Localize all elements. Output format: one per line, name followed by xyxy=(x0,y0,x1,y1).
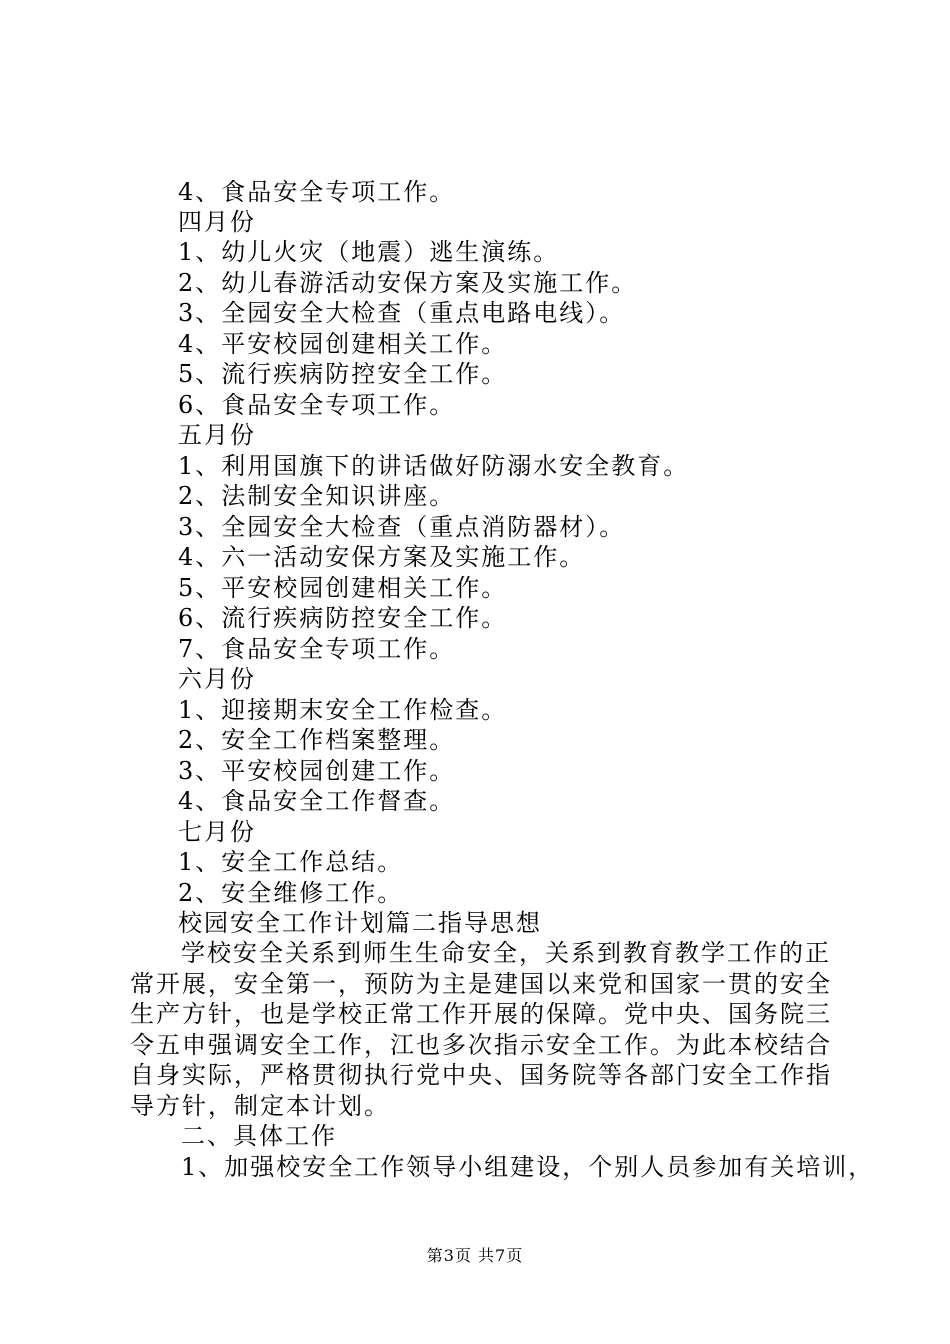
paragraph-line: 学校安全关系到师生生命安全，关系到教育教学工作的正 xyxy=(181,939,831,967)
month-heading: 六月份 xyxy=(178,665,256,693)
paragraph-line: 1、加强校安全工作领导小组建设，个别人员参加有关培训， xyxy=(181,1153,875,1181)
paragraph-line: 导方针，制定本计划。 xyxy=(130,1092,390,1120)
list-item: 1、幼儿火灾（地震）逃生演练。 xyxy=(178,238,560,266)
paragraph-line: 生产方针，也是学校正常工作开展的保障。党中央、国务院三 xyxy=(130,1000,832,1028)
list-item: 4、平安校园创建相关工作。 xyxy=(178,330,508,358)
list-item: 2、安全维修工作。 xyxy=(178,879,404,907)
month-heading: 七月份 xyxy=(178,818,256,846)
list-item: 2、幼儿春游活动安保方案及实施工作。 xyxy=(178,269,638,297)
list-item: 1、安全工作总结。 xyxy=(178,848,404,876)
list-item: 4、食品安全专项工作。 xyxy=(178,178,456,206)
section-title: 校园安全工作计划篇二指导思想 xyxy=(178,909,542,937)
list-item: 7、食品安全专项工作。 xyxy=(178,635,456,663)
list-item: 6、食品安全专项工作。 xyxy=(178,391,456,419)
page-footer: 第3页 共7页 xyxy=(426,1246,524,1265)
list-item: 1、利用国旗下的讲话做好防溺水安全教育。 xyxy=(178,452,690,480)
paragraph-line: 令五申强调安全工作，江也多次指示安全工作。为此本校结合 xyxy=(130,1031,832,1059)
list-item: 2、安全工作档案整理。 xyxy=(178,726,456,754)
list-item: 2、法制安全知识讲座。 xyxy=(178,482,456,510)
month-heading: 五月份 xyxy=(178,421,256,449)
list-item: 6、流行疾病防控安全工作。 xyxy=(178,604,508,632)
list-item: 5、平安校园创建相关工作。 xyxy=(178,574,508,602)
list-item: 1、迎接期末安全工作检查。 xyxy=(178,696,508,724)
paragraph-line: 常开展，安全第一，预防为主是建国以来党和国家一贯的安全 xyxy=(130,970,832,998)
list-item: 4、六一活动安保方案及实施工作。 xyxy=(178,543,586,571)
list-item: 3、平安校园创建工作。 xyxy=(178,757,456,785)
list-item: 3、全园安全大检查（重点电路电线）。 xyxy=(178,299,626,327)
section-heading: 二、具体工作 xyxy=(181,1122,337,1150)
list-item: 3、全园安全大检查（重点消防器材）。 xyxy=(178,513,626,541)
list-item: 5、流行疾病防控安全工作。 xyxy=(178,360,508,388)
month-heading: 四月份 xyxy=(178,208,256,236)
paragraph-line: 自身实际，严格贯彻执行党中央、国务院等各部门安全工作指 xyxy=(130,1061,832,1089)
list-item: 4、食品安全工作督查。 xyxy=(178,787,456,815)
